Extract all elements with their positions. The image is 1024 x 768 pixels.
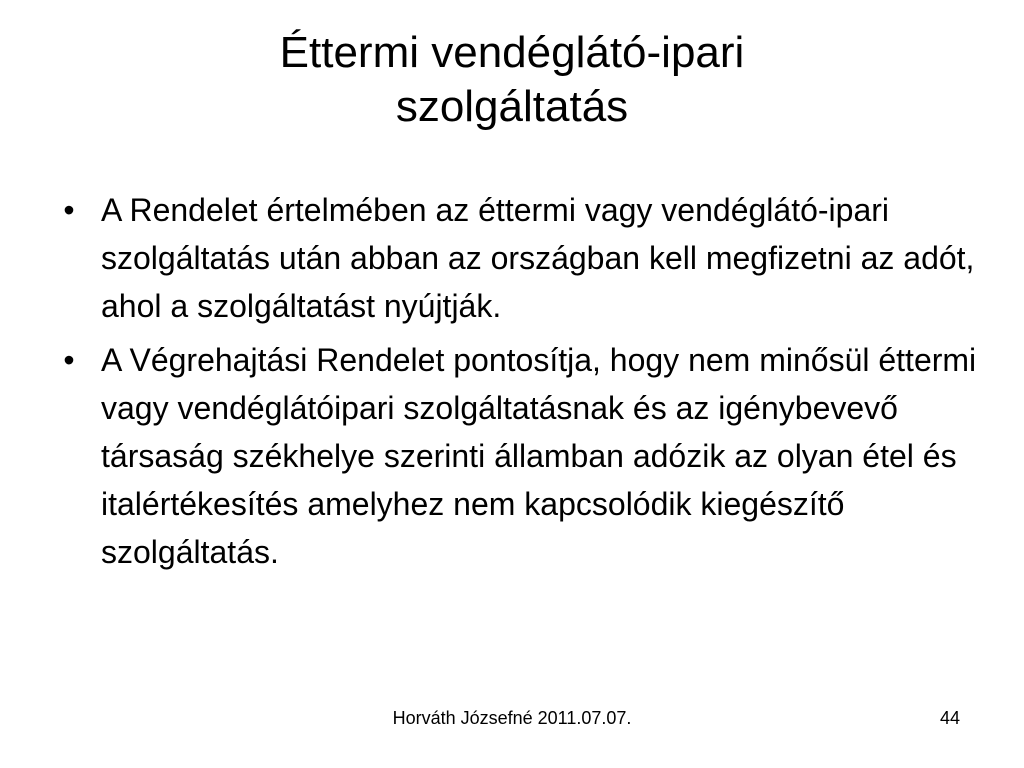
bullet-item-1 bbox=[54, 186, 984, 330]
bullet-icon: • bbox=[63, 192, 75, 228]
bullet-list bbox=[54, 186, 984, 582]
slide-footer: Horváth Józsefné 2011.07.07. bbox=[392, 708, 632, 728]
bullet-text-2: A Végrehajtási Rendelet pontosítja, hogy nem minősül éttermi vagy vendéglátóipari szolgáltatásnak és az igénybevevő társaság székhelye szerinti államban adózik az olyan étel és italértékesítés amelyhez nem kapcsolódik kiegészítő szolgáltatás. bbox=[101, 342, 977, 570]
slide-title bbox=[0, 26, 1024, 134]
bullet-item-2 bbox=[54, 336, 984, 576]
bullet-icon: • bbox=[63, 342, 75, 378]
slide-title-line-1: Éttermi vendéglátó-ipari bbox=[279, 28, 745, 77]
slide-title-line-2: szolgáltatás bbox=[395, 82, 629, 131]
bullet-text-1: A Rendelet értelmében az éttermi vagy vendéglátó-ipari szolgáltatás után abban az országban kell megfizetni az adót, ahol a szolgáltatást nyújtják. bbox=[101, 192, 975, 324]
page-number: 44 bbox=[939, 708, 960, 728]
